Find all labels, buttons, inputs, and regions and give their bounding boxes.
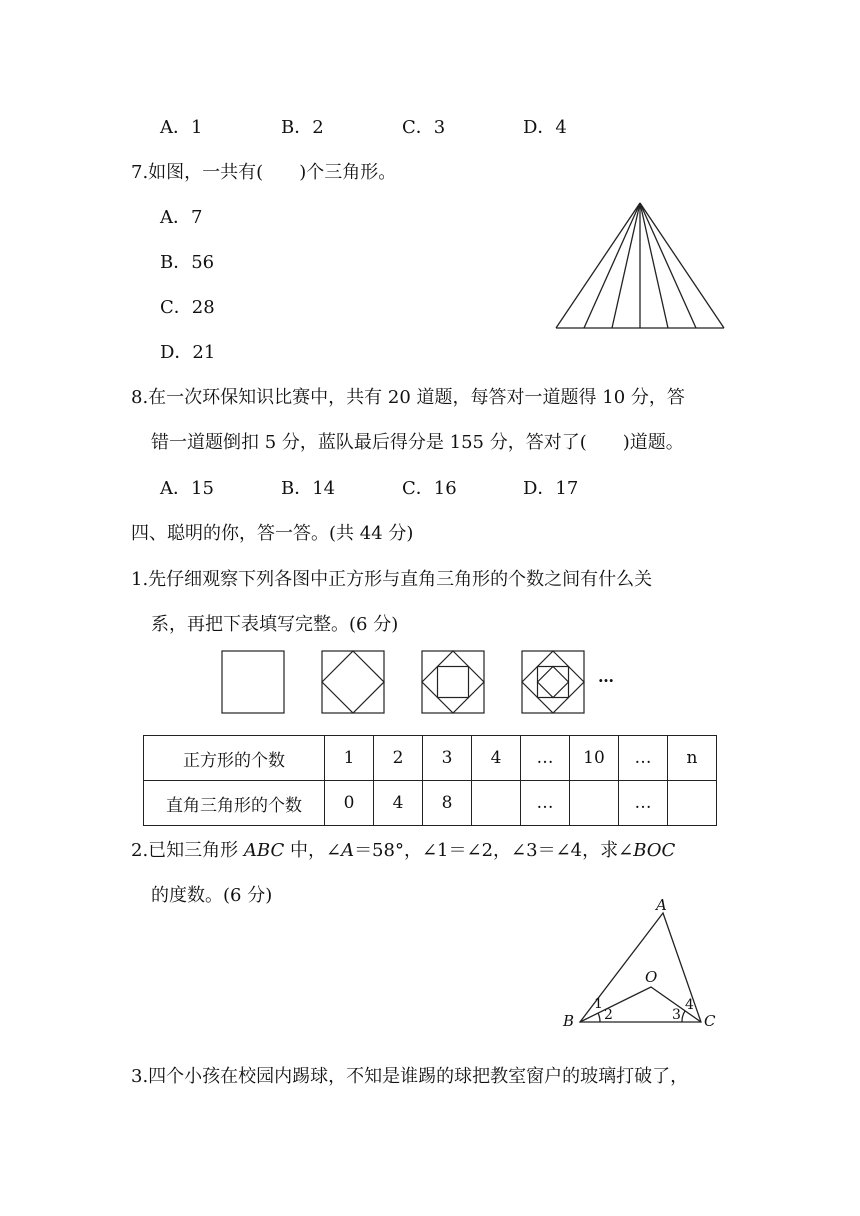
angle-4-label: 4: [685, 997, 694, 1013]
label-o: O: [645, 968, 658, 986]
p2-stem-line2: 的度数。(6 分): [151, 885, 273, 906]
angle-3-label: 3: [672, 1007, 681, 1023]
q8-option-c: C．16: [402, 478, 457, 499]
section-heading: 四、聪明的你，答一答。(共 44 分): [131, 523, 414, 544]
table-cell: …: [521, 736, 570, 781]
table-cell: …: [619, 736, 668, 781]
q8-option-d: D．17: [523, 478, 579, 499]
q6-option-c: C．3: [402, 117, 446, 138]
table-cell: 4: [472, 736, 521, 781]
q8-stem-line1: 8.在一次环保知识比赛中，共有 20 道题，每答对一道题得 10 分，答: [131, 387, 685, 408]
label-b: B: [563, 1012, 575, 1030]
table-cell: 0: [325, 781, 374, 826]
q6-option-b: B．2: [281, 117, 324, 138]
table-cell: 正方形的个数: [144, 736, 325, 781]
table-cell: 4: [374, 781, 423, 826]
label-c: C: [704, 1012, 716, 1030]
q8-stem-line2: 错一道题倒扣 5 分，蓝队最后得分是 155 分，答对了( )道题。: [151, 432, 684, 453]
angle-1-label: 1: [594, 996, 603, 1012]
table-cell: n: [668, 736, 717, 781]
q7-option-d: D．21: [160, 342, 216, 363]
q7-stem: 7.如图，一共有( )个三角形。: [131, 162, 397, 183]
angle-2-label: 2: [604, 1007, 613, 1023]
p1-stem-line1: 1.先仔细观察下列各图中正方形与直角三角形的个数之间有什么关: [131, 569, 653, 590]
table-cell: 直角三角形的个数: [144, 781, 325, 826]
table-cell: 10: [570, 736, 619, 781]
sequence-ellipsis: …: [598, 667, 614, 686]
p2-stem-line1: 2.已知三角形 ABC 中，∠A＝58°，∠1＝∠2，∠3＝∠4，求∠BOC: [131, 840, 676, 861]
table-cell: 8: [423, 781, 472, 826]
q7-option-b: B．56: [160, 252, 215, 273]
table-cell: 2: [374, 736, 423, 781]
label-a: A: [656, 896, 667, 914]
q6-option-a: A．1: [160, 117, 203, 138]
table-cell: …: [619, 781, 668, 826]
q7-option-c: C．28: [160, 297, 215, 318]
q7-option-a: A．7: [160, 207, 203, 228]
table-cell: 3: [423, 736, 472, 781]
table-cell: 1: [325, 736, 374, 781]
q8-option-a: A．15: [160, 478, 214, 499]
table-cell: …: [521, 781, 570, 826]
q6-option-d: D．4: [523, 117, 567, 138]
q8-option-b: B．14: [281, 478, 336, 499]
p3-stem-line1: 3.四个小孩在校园内踢球，不知是谁踢的球把教室窗户的玻璃打破了，: [131, 1066, 689, 1087]
p1-stem-line2: 系，再把下表填写完整。(6 分): [151, 614, 399, 635]
